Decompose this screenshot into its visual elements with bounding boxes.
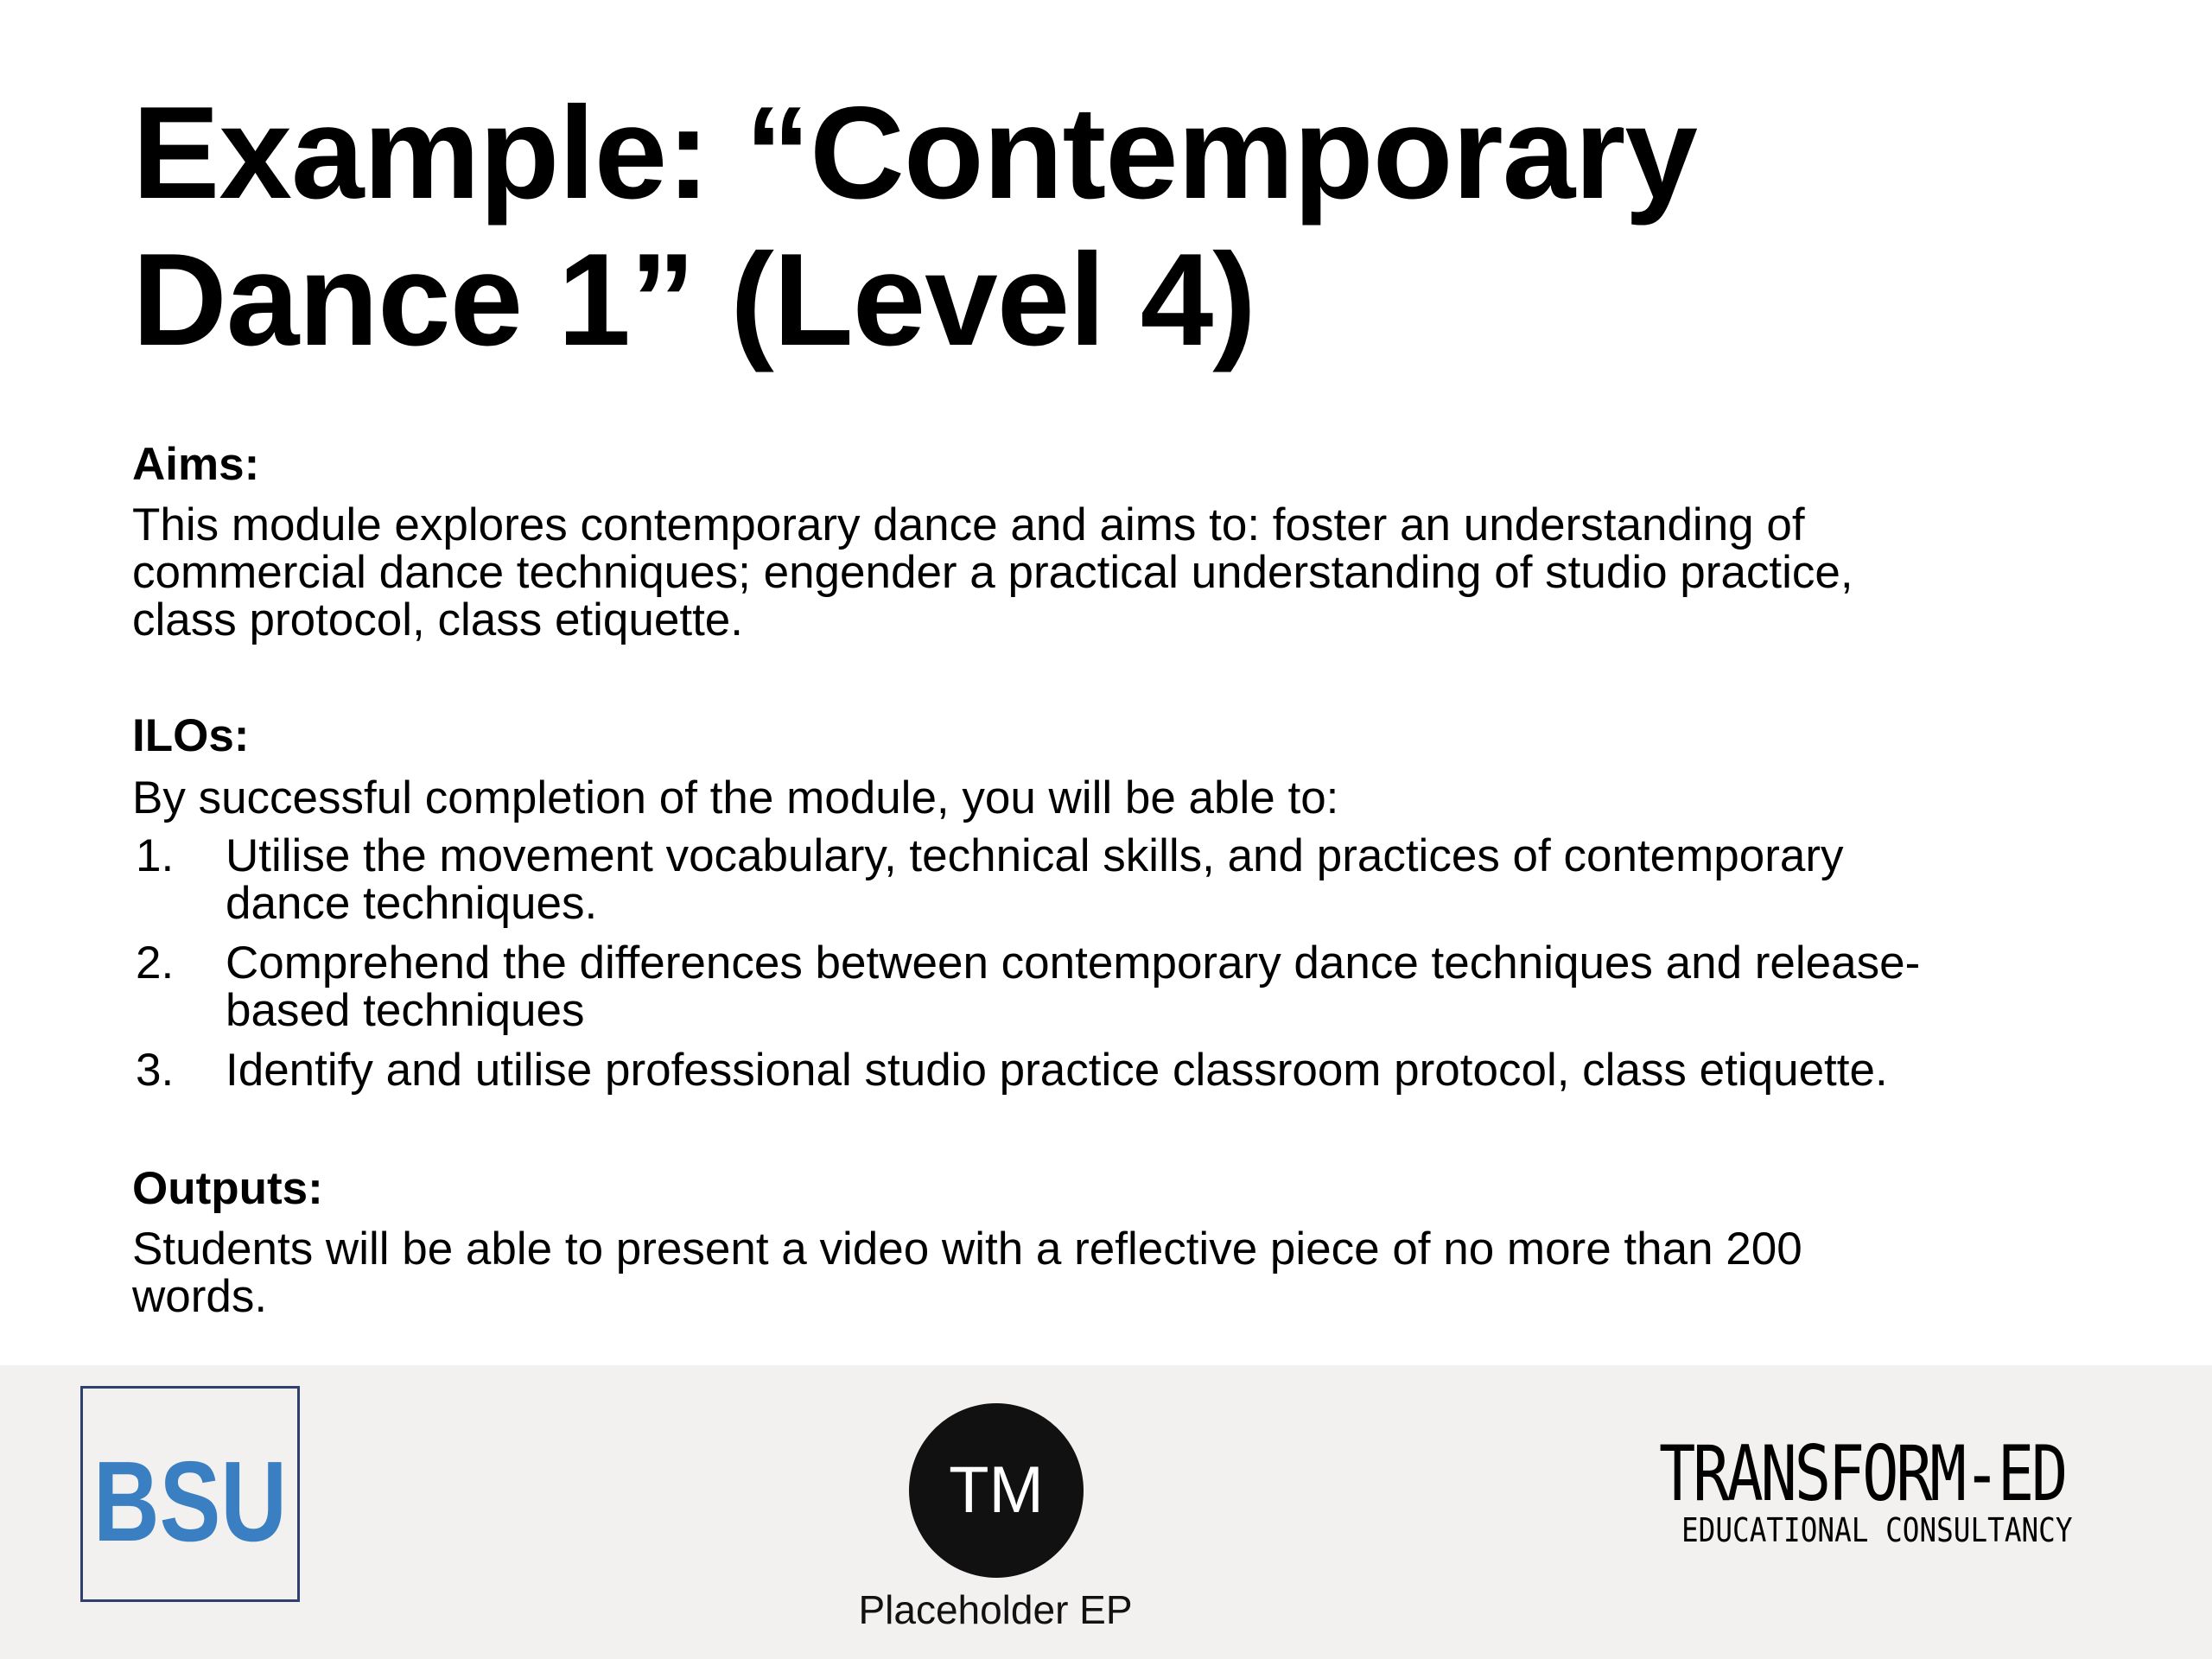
- ilo-number-1: 1.: [136, 830, 175, 881]
- transform-ed-logo: [1659, 1429, 2126, 1554]
- outputs-line-2: words.: [132, 1271, 268, 1322]
- transform-ed-wordmark: TRANSFORM-ED: [1659, 1429, 2066, 1518]
- ilos-intro: By successful completion of the module, you will be able to:: [132, 772, 1339, 823]
- tm-circle-logo: [909, 1403, 1084, 1578]
- ilo-1-line-1: Utilise the movement vocabulary, technical skills, and practices of contemporary: [226, 830, 1844, 881]
- ilo-item-1: [132, 832, 2120, 927]
- aims-line-2: commercial dance techniques; engender a practical understanding of studio practice,: [132, 547, 1853, 598]
- bsu-logo-icon: [83, 1389, 297, 1599]
- ilos-heading: ILOs:: [132, 710, 250, 761]
- ilo-2-line-2: based techniques: [226, 985, 585, 1036]
- outputs-line-1: Students will be able to present a video with a reflective piece of no more than 200: [132, 1224, 1802, 1274]
- tm-logo-text: TM: [949, 1453, 1044, 1527]
- transform-ed-tagline: EDUCATIONAL CONSULTANCY: [1681, 1511, 2073, 1549]
- ilo-item-3: [132, 1046, 2120, 1094]
- slide-content: [132, 0, 2120, 1365]
- bsu-logo-text: BSU: [93, 1438, 287, 1565]
- outputs-paragraph: [132, 1225, 2102, 1320]
- aims-paragraph: [132, 501, 2102, 644]
- aims-heading: Aims:: [132, 439, 260, 490]
- slide-title-line-1: Example: “Contemporary: [132, 79, 1697, 226]
- ilo-number-3: 3.: [136, 1045, 175, 1096]
- ilo-2-line-1: Comprehend the differences between contemporary dance techniques and release-: [226, 938, 1921, 988]
- slide-title-line-2: Dance 1” (Level 4): [132, 226, 1255, 373]
- bsu-logo: [80, 1386, 300, 1602]
- slide-title: [132, 79, 2120, 373]
- ilo-1-line-2: dance techniques.: [226, 878, 598, 929]
- outputs-heading: Outputs:: [132, 1163, 323, 1214]
- tm-logo-caption: Placeholder EP: [858, 1587, 1133, 1632]
- ilo-item-2: [132, 939, 2120, 1034]
- ilo-3-line-1: Identify and utilise professional studio practice classroom protocol, class etiquette.: [226, 1045, 1888, 1096]
- aims-line-3: class protocol, class etiquette.: [132, 594, 744, 645]
- ilo-list: [132, 832, 2120, 1106]
- ilo-number-2: 2.: [136, 938, 175, 988]
- footer-logo-bar: [0, 1365, 2212, 1659]
- aims-line-1: This module explores contemporary dance and aims to: foster an understanding of: [132, 499, 1805, 550]
